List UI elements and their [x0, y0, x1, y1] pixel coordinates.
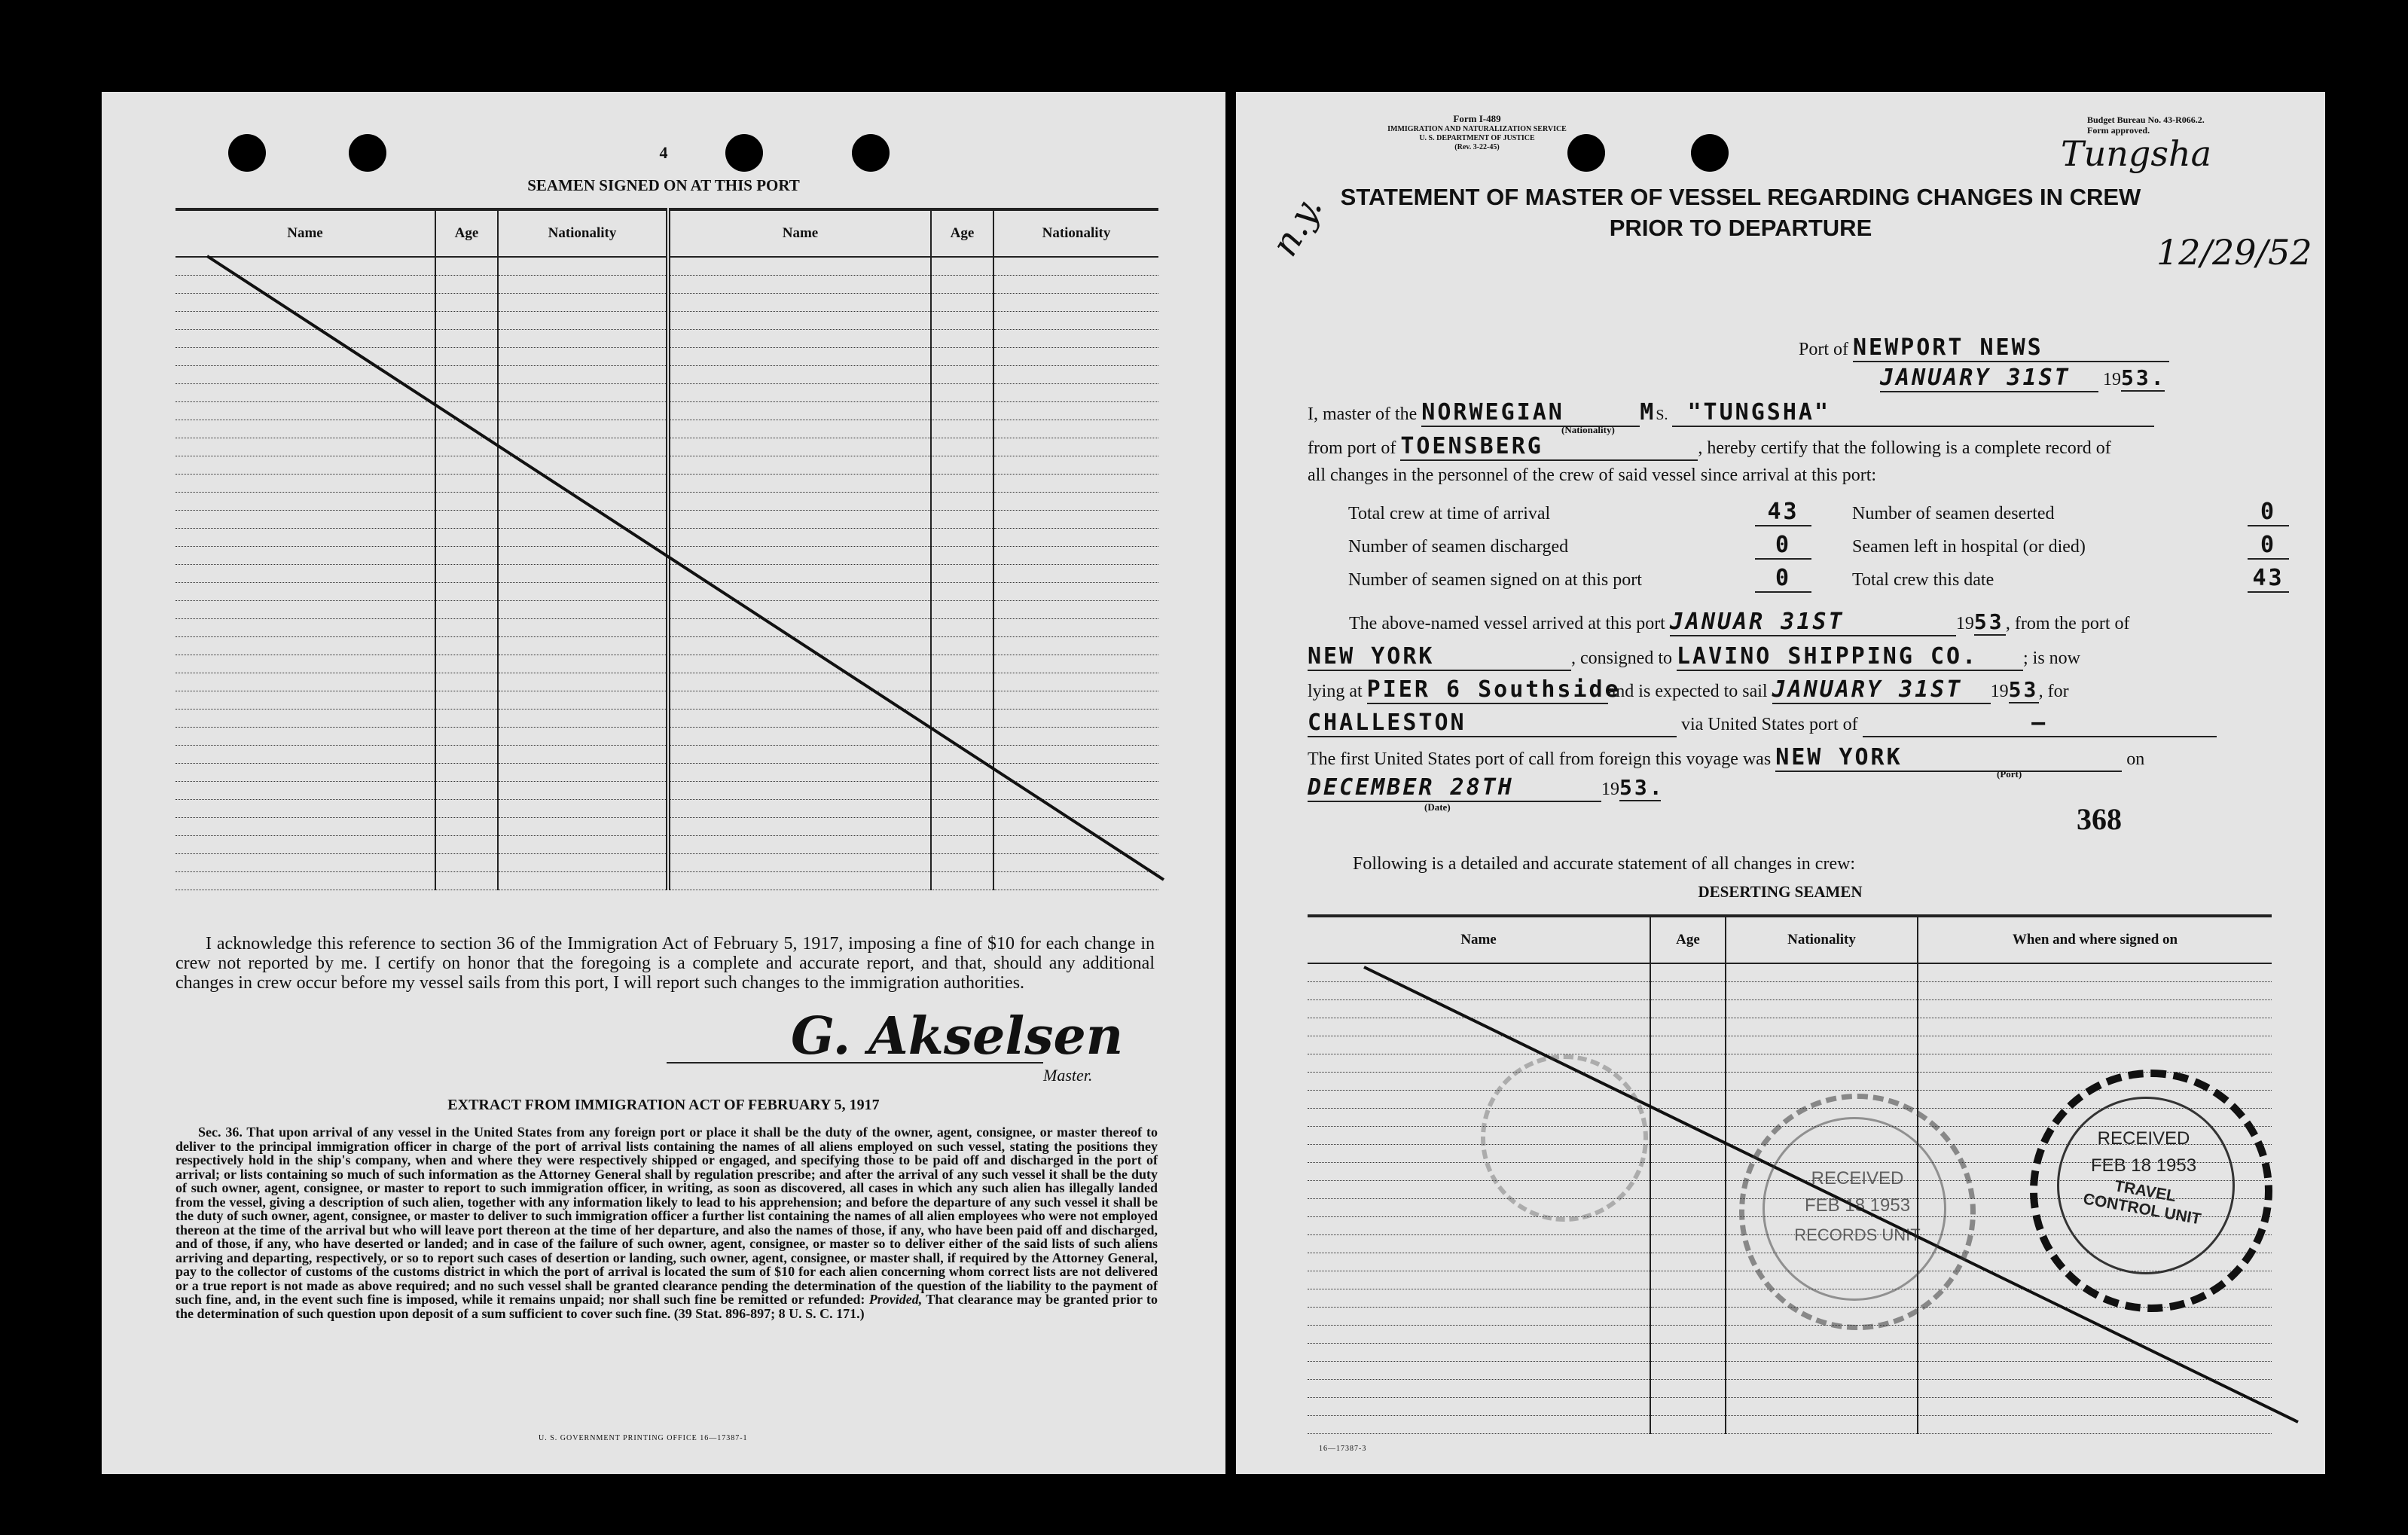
stamped-number: 368 — [2077, 802, 2122, 836]
for-label: , for — [2038, 682, 2069, 701]
extract-title: EXTRACT FROM IMMIGRATION ACT OF FEBRUARY 5, 1917 — [447, 1097, 880, 1113]
count-value: 43 — [1755, 499, 1811, 526]
count-label: Seamen left in hospital (or died) — [1852, 537, 2086, 557]
count-label: Number of seamen signed on at this port — [1348, 570, 1642, 590]
arrived-year: 53 — [1974, 609, 2006, 636]
faint-stamp — [1481, 1054, 1648, 1222]
form-title-line-2: PRIOR TO DEPARTURE — [1609, 215, 1872, 241]
master-of-label: I, master of the — [1308, 404, 1418, 424]
vessel-s: S. — [1656, 407, 1668, 423]
right-page — [1236, 92, 2325, 1474]
agency-line: U. S. DEPARTMENT OF JUSTICE — [1419, 134, 1535, 142]
section-36-proviso: Provided, — [868, 1292, 923, 1307]
destination-value: CHALLESTON — [1308, 710, 1677, 737]
from-port-label: from port of — [1308, 438, 1396, 458]
sail-date-value: JANUARY 31ST — [1772, 676, 1991, 704]
vessel-name: "TUNGSHA" — [1672, 399, 2154, 427]
records-stamp-received: RECEIVED — [1811, 1168, 1904, 1189]
column-header-age: Age — [931, 209, 993, 257]
travel-control-unit-stamp — [2030, 1070, 2272, 1312]
left-page — [102, 92, 1225, 1474]
vessel-prefix: M — [1640, 399, 1656, 426]
column-header-name: Name — [668, 209, 931, 257]
section-36-body: That upon arrival of any vessel in the United States from any foreign port or place it shall be the duty of the owner, agent, consignee, or master thereof to deliver to the principal immigration officer in charge of the port of arrival lists containing the names of all aliens employed on such vessel, stating the positions they respectively hold in the ship's company, when and where they were respectively shipped or engaged, and specifying those to be paid off and discharged in the port of arrival; or lists containing so much of such information as the Attorney General shall by regulation prescribe; and after the arrival of any such vessel it shall be the duty of such owner, agent, consignee, or master to report to such immigration officer, in writing, as soon as discovered, all cases in which any such alien has illegally landed from the vessel, giving a description of such alien, together with any information likely to lead to his apprehension; and before the departure of any such vessel it shall be the duty of such owner, agent, consignee, or master to deliver to such immigration officer a further list containing the names of all alien employees who were not employed thereon at the time of the arrival but who will leave port thereon at the time of her departure, and also the names of those, if any, who have been paid off and discharged, and of those, if any, who have deserted or landed; and in case of the failure of such owner, agent, consignee, or master so to deliver either of the said lists of such aliens arriving and departing, respectively, or so to report such cases of desertion or landing, such owner, agent, consignee, or master shall, if required by the Attorney General, pay to the collector of customs of the customs district in which the port of arrival is located the sum of $10 for each alien concerning whom correct lists are not delivered or a true report is not made as above required; and no such vessel shall be granted clearance pending the determination of the question of the liability to the payment of such fine, and, in the event such fine is imposed, while it remains unpaid; nor shall such fine be remitted or refunded: — [175, 1125, 1158, 1307]
first-port-label: The first United States port of call from foreign this voyage was — [1308, 749, 1772, 769]
first-date-year-prefix: 19 — [1601, 780, 1619, 799]
lying-at-value: PIER 6 Southside — [1366, 676, 1621, 703]
lying-at-label: lying at — [1308, 682, 1363, 701]
column-header-age: Age — [435, 209, 498, 257]
arrived-label: The above-named vessel arrived at this port — [1349, 614, 1665, 633]
section-36-end: That clearance may be granted prior to the determination of such question upon deposit of a sum sufficient to cover such fine. (39 Stat. 896-897; 8 U. S. C. 171.) — [175, 1292, 1158, 1321]
deserting-seamen-title: DESERTING SEAMEN — [1698, 883, 1863, 901]
first-port-value: NEW YORK — [1775, 744, 2122, 772]
arrived-year-prefix: 19 — [1955, 614, 1974, 633]
date-value: JANUARY 31ST — [1880, 365, 2098, 392]
certify-text-1: , hereby certify that the following is a complete record of — [1698, 438, 2111, 458]
budget-line: Form approved. — [2087, 125, 2150, 136]
handwritten-ny: n.y. — [1263, 188, 1331, 264]
column-header-name: Name — [175, 209, 435, 257]
form-number: Form I-489 — [1453, 113, 1501, 124]
first-date-year: 53. — [1619, 775, 1665, 800]
section-title: SEAMEN SIGNED ON AT THIS PORT — [527, 176, 800, 194]
count-value: 0 — [1755, 565, 1811, 593]
travel-stamp-unit: TRAVEL CONTROL UNIT — [2082, 1177, 2202, 1228]
count-value: 0 — [2248, 499, 2289, 526]
form-title-line-1: STATEMENT OF MASTER OF VESSEL REGARDING CHANGES IN CREW — [1340, 184, 2141, 210]
via-label: via United States port of — [1681, 715, 1858, 734]
master-signature: G. Akselsen — [791, 1006, 1124, 1067]
sail-year: 53 — [2008, 677, 2039, 702]
sail-year-prefix: 19 — [1990, 682, 2009, 701]
agency-line: (Rev. 3-22-45) — [1454, 143, 1500, 151]
column-header-nationality: Nationality — [498, 209, 668, 257]
following-text: Following is a detailed and accurate statement of all changes in crew: — [1353, 854, 1856, 874]
expected-label: and is expected to sail — [1607, 682, 1768, 701]
port-caption: (Port) — [1997, 768, 2022, 780]
column-header-nationality: Nationality — [1726, 916, 1918, 963]
certify-text-2: all changes in the personnel of the crew of said vessel since arrival at this port: — [1308, 465, 1877, 485]
section-36-text — [175, 1125, 1158, 1320]
agency-line: IMMIGRATION AND NATURALIZATION SERVICE — [1387, 125, 1567, 133]
page-number: 4 — [659, 143, 668, 162]
travel-stamp-date: FEB 18 1953 — [2090, 1155, 2197, 1176]
signature-line — [667, 1062, 1043, 1064]
count-label: Number of seamen deserted — [1852, 504, 2055, 523]
port-of-value: NEWPORT NEWS — [1853, 334, 2169, 362]
arrived-value: JANUAR 31ST — [1670, 609, 1956, 636]
section-36-lead: Sec. 36. — [198, 1125, 243, 1140]
column-header-nationality: Nationality — [993, 209, 1158, 257]
date-caption: (Date) — [1424, 801, 1451, 813]
via-value: — — [1863, 710, 2217, 737]
from-port-value: TOENSBERG — [1400, 433, 1698, 461]
handwritten-vessel-name: Tungsha — [2061, 133, 2212, 174]
count-label: Number of seamen discharged — [1348, 537, 1569, 557]
nationality-caption: (Nationality) — [1561, 424, 1615, 435]
column-header-age: Age — [1650, 916, 1726, 963]
nationality-value: NORWEGIAN — [1421, 399, 1640, 427]
from-port-of-label: , from the port of — [2005, 614, 2130, 633]
master-label: Master. — [1043, 1066, 1093, 1085]
printing-office-note: U. S. GOVERNMENT PRINTING OFFICE 16—17387-1 — [539, 1434, 748, 1442]
count-label: Total crew at time of arrival — [1348, 504, 1551, 523]
records-stamp-unit: RECORDS UNIT — [1794, 1225, 1921, 1244]
budget-line: Budget Bureau No. 43-R066.2. — [2087, 114, 2205, 125]
consigned-value: LAVINO SHIPPING CO. — [1677, 643, 2023, 671]
column-header-name: Name — [1308, 916, 1650, 963]
acknowledgment-text: I acknowledge this reference to section 36 of the Immigration Act of February 5, 1917, imposing a fine of $10 for each change in crew not reported by me. I certify on honor that the foregoing is a complete and accurate report, and that, should any additional changes in crew occur before my vessel sails from this port, I will report such changes to the immigration authorities. — [175, 934, 1155, 993]
records-stamp-date: FEB 18 1953 — [1804, 1195, 1911, 1216]
arrived-from-value: NEW YORK — [1308, 643, 1571, 671]
on-label: on — [2126, 749, 2145, 769]
count-value: 43 — [2248, 565, 2289, 593]
travel-stamp-received: RECEIVED — [2097, 1128, 2190, 1149]
port-of-label: Port of — [1799, 340, 1848, 359]
count-label: Total crew this date — [1852, 570, 1994, 590]
count-value: 0 — [1755, 532, 1811, 560]
date-year: 53. — [2121, 365, 2166, 390]
printing-code: 16—17387-3 — [1319, 1445, 1367, 1453]
handwritten-date: 12/29/52 — [2156, 232, 2312, 273]
is-now-label: ; is now — [2022, 648, 2080, 668]
records-unit-stamp — [1739, 1094, 1976, 1330]
column-header-signed-on: When and where signed on — [1918, 916, 2272, 963]
consigned-label: , consigned to — [1571, 648, 1672, 668]
date-year-prefix: 19 — [2103, 370, 2121, 389]
count-value: 0 — [2248, 532, 2289, 560]
first-date-value: DECEMBER 28TH — [1308, 774, 1601, 802]
